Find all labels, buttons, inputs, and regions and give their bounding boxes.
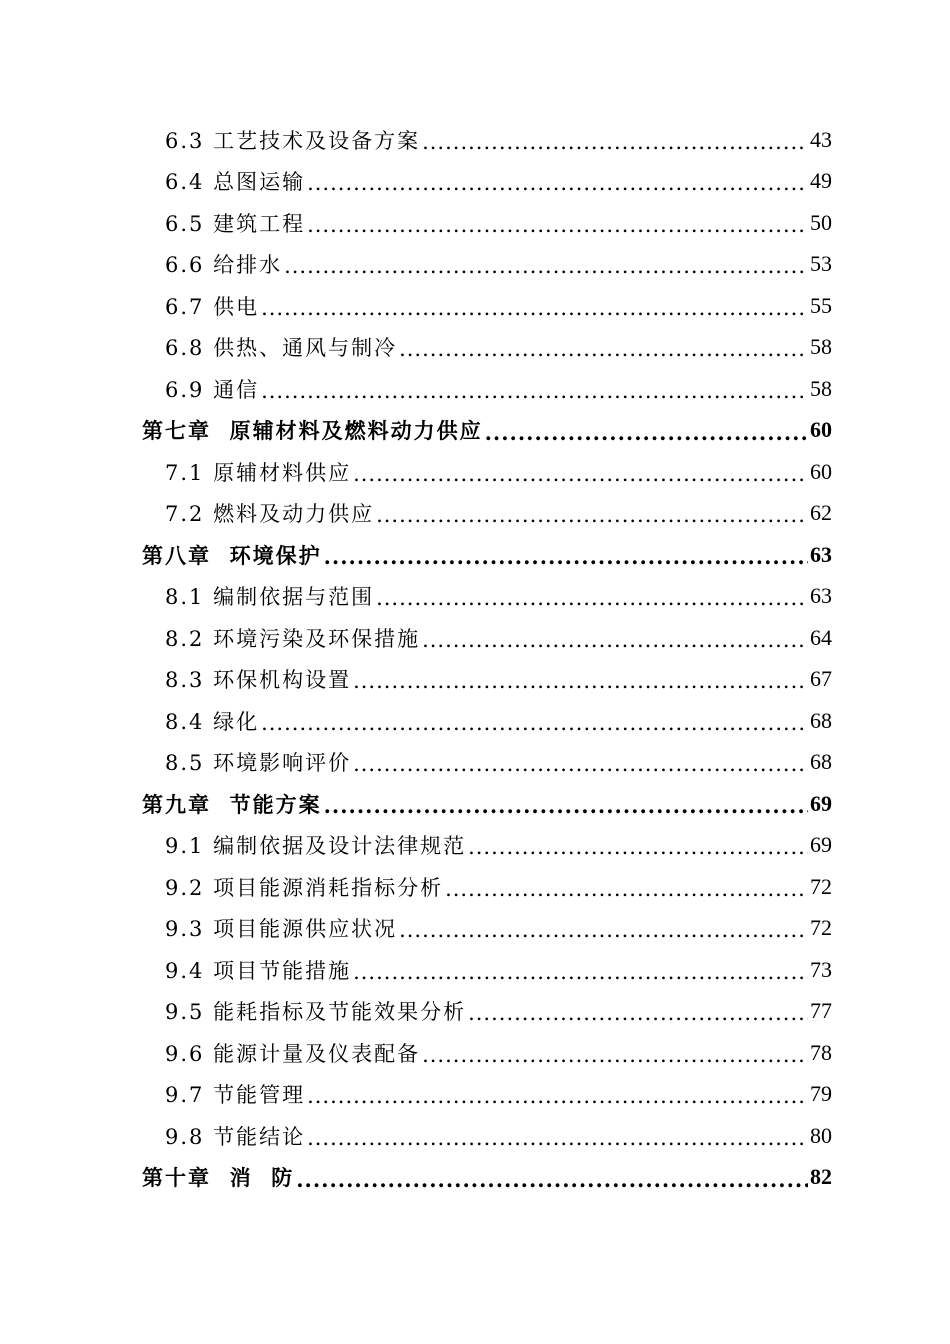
toc-entry-title: 8.2 环境污染及环保措施 — [165, 626, 421, 651]
toc-dot-leader — [485, 420, 808, 445]
toc-dot-leader — [399, 337, 808, 361]
toc-entry-9-1[interactable] — [0, 825, 950, 867]
toc-chapter-page: 69 — [810, 790, 832, 816]
toc-entry-title: 7.2 燃料及动力供应 — [165, 502, 375, 527]
toc-dot-leader — [376, 586, 808, 610]
toc-entry-8-2[interactable] — [0, 617, 950, 659]
toc-entry-page: 69 — [810, 832, 832, 858]
toc-entry-page: 64 — [810, 624, 832, 650]
toc-entry-6-3[interactable] — [0, 119, 950, 161]
toc-entry-title: 6.3 工艺技术及设备方案 — [165, 128, 421, 153]
toc-dot-leader — [307, 213, 808, 237]
toc-dot-leader — [307, 1084, 808, 1108]
toc-entry-title: 9.3 项目能源供应状况 — [165, 917, 398, 942]
toc-entry-8-3[interactable] — [0, 659, 950, 701]
toc-entry-title: 9.8 节能结论 — [165, 1124, 306, 1149]
toc-entry-8-1[interactable] — [0, 576, 950, 618]
toc-entry-9-6[interactable] — [0, 1032, 950, 1074]
toc-entry-title: 9.4 项目节能措施 — [165, 958, 352, 983]
toc-chapter-title: 第七章 原辅材料及燃料动力供应 — [142, 418, 483, 444]
toc-entry-page: 55 — [810, 292, 832, 318]
toc-dot-leader — [422, 1043, 808, 1067]
toc-dot-leader — [261, 379, 808, 403]
toc-dot-leader — [422, 628, 808, 652]
toc-entry-title: 9.6 能源计量及仪表配备 — [165, 1041, 421, 1066]
toc-dot-leader — [307, 1126, 808, 1150]
toc-dot-leader — [307, 171, 808, 195]
toc-entry-page: 68 — [810, 707, 832, 733]
toc-entry-title: 8.4 绿化 — [165, 709, 260, 734]
toc-entry-6-8[interactable] — [0, 327, 950, 369]
toc-entry-page: 77 — [810, 998, 832, 1024]
toc-entry-9-4[interactable] — [0, 949, 950, 991]
toc-chapter-7[interactable] — [0, 410, 950, 452]
toc-entry-title: 8.1 编制依据与范围 — [165, 585, 375, 610]
toc-entry-7-2[interactable] — [0, 493, 950, 535]
toc-dot-leader — [353, 960, 808, 984]
toc-entry-title: 6.4 总图运输 — [165, 170, 306, 195]
toc-entry-title: 9.2 项目能源消耗指标分析 — [165, 875, 444, 900]
toc-chapter-9[interactable] — [0, 783, 950, 825]
toc-entry-title: 8.3 环保机构设置 — [165, 668, 352, 693]
toc-chapter-10[interactable] — [0, 1157, 950, 1199]
toc-dot-leader — [353, 752, 808, 776]
toc-entry-title: 6.7 供电 — [165, 294, 260, 319]
toc-entry-8-5[interactable] — [0, 742, 950, 784]
toc-entry-page: 62 — [810, 500, 832, 526]
toc-entry-8-4[interactable] — [0, 700, 950, 742]
toc-chapter-title: 第八章 环境保护 — [142, 542, 322, 568]
toc-dot-leader — [399, 918, 808, 942]
toc-entry-page: 60 — [810, 458, 832, 484]
toc-entry-title: 9.7 节能管理 — [165, 1083, 306, 1108]
toc-entry-9-8[interactable] — [0, 1115, 950, 1157]
toc-entry-page: 67 — [810, 666, 832, 692]
toc-entry-6-5[interactable] — [0, 202, 950, 244]
toc-entry-title: 6.9 通信 — [165, 377, 260, 402]
toc-entry-9-3[interactable] — [0, 908, 950, 950]
toc-entry-title: 6.8 供热、通风与制冷 — [165, 336, 398, 361]
toc-dot-leader — [324, 544, 808, 569]
toc-entry-6-7[interactable] — [0, 285, 950, 327]
toc-entry-title: 7.1 原辅材料供应 — [165, 460, 352, 485]
toc-entry-page: 43 — [810, 126, 832, 152]
toc-dot-leader — [261, 711, 808, 735]
toc-entry-title: 9.1 编制依据及设计法律规范 — [165, 834, 467, 859]
toc-dot-leader — [261, 296, 808, 320]
toc-dot-leader — [284, 254, 808, 278]
toc-entry-7-1[interactable] — [0, 451, 950, 493]
toc-entry-6-9[interactable] — [0, 368, 950, 410]
toc-entry-page: 78 — [810, 1039, 832, 1065]
toc-entry-6-4[interactable] — [0, 161, 950, 203]
table-of-contents — [0, 119, 950, 1198]
toc-entry-page: 58 — [810, 334, 832, 360]
toc-dot-leader — [353, 462, 808, 486]
toc-entry-page: 58 — [810, 375, 832, 401]
toc-dot-leader — [445, 877, 808, 901]
toc-dot-leader — [376, 503, 808, 527]
toc-entry-6-6[interactable] — [0, 244, 950, 286]
toc-entry-page: 73 — [810, 956, 832, 982]
toc-entry-title: 8.5 环境影响评价 — [165, 751, 352, 776]
toc-entry-page: 72 — [810, 915, 832, 941]
toc-entry-title: 6.5 建筑工程 — [165, 211, 306, 236]
toc-entry-page: 53 — [810, 251, 832, 277]
toc-dot-leader — [353, 669, 808, 693]
toc-chapter-page: 60 — [810, 417, 832, 443]
toc-dot-leader — [324, 793, 808, 818]
toc-dot-leader — [296, 1167, 808, 1192]
toc-chapter-8[interactable] — [0, 534, 950, 576]
toc-chapter-title: 第九章 节能方案 — [142, 791, 322, 817]
toc-entry-page: 50 — [810, 209, 832, 235]
toc-dot-leader — [422, 130, 808, 154]
toc-chapter-page: 82 — [810, 1164, 832, 1190]
toc-dot-leader — [468, 835, 808, 859]
toc-entry-page: 72 — [810, 873, 832, 899]
toc-entry-page: 80 — [810, 1122, 832, 1148]
toc-dot-leader — [468, 1001, 808, 1025]
toc-entry-page: 49 — [810, 168, 832, 194]
toc-entry-9-7[interactable] — [0, 1074, 950, 1116]
toc-entry-page: 79 — [810, 1081, 832, 1107]
toc-entry-title: 9.5 能耗指标及节能效果分析 — [165, 1000, 467, 1025]
toc-entry-page: 63 — [810, 583, 832, 609]
toc-entry-title: 6.6 给排水 — [165, 253, 283, 278]
toc-entry-9-2[interactable] — [0, 866, 950, 908]
toc-entry-page: 68 — [810, 749, 832, 775]
toc-chapter-title: 第十章 消 防 — [142, 1165, 295, 1191]
toc-entry-9-5[interactable] — [0, 991, 950, 1033]
toc-chapter-page: 63 — [810, 541, 832, 567]
